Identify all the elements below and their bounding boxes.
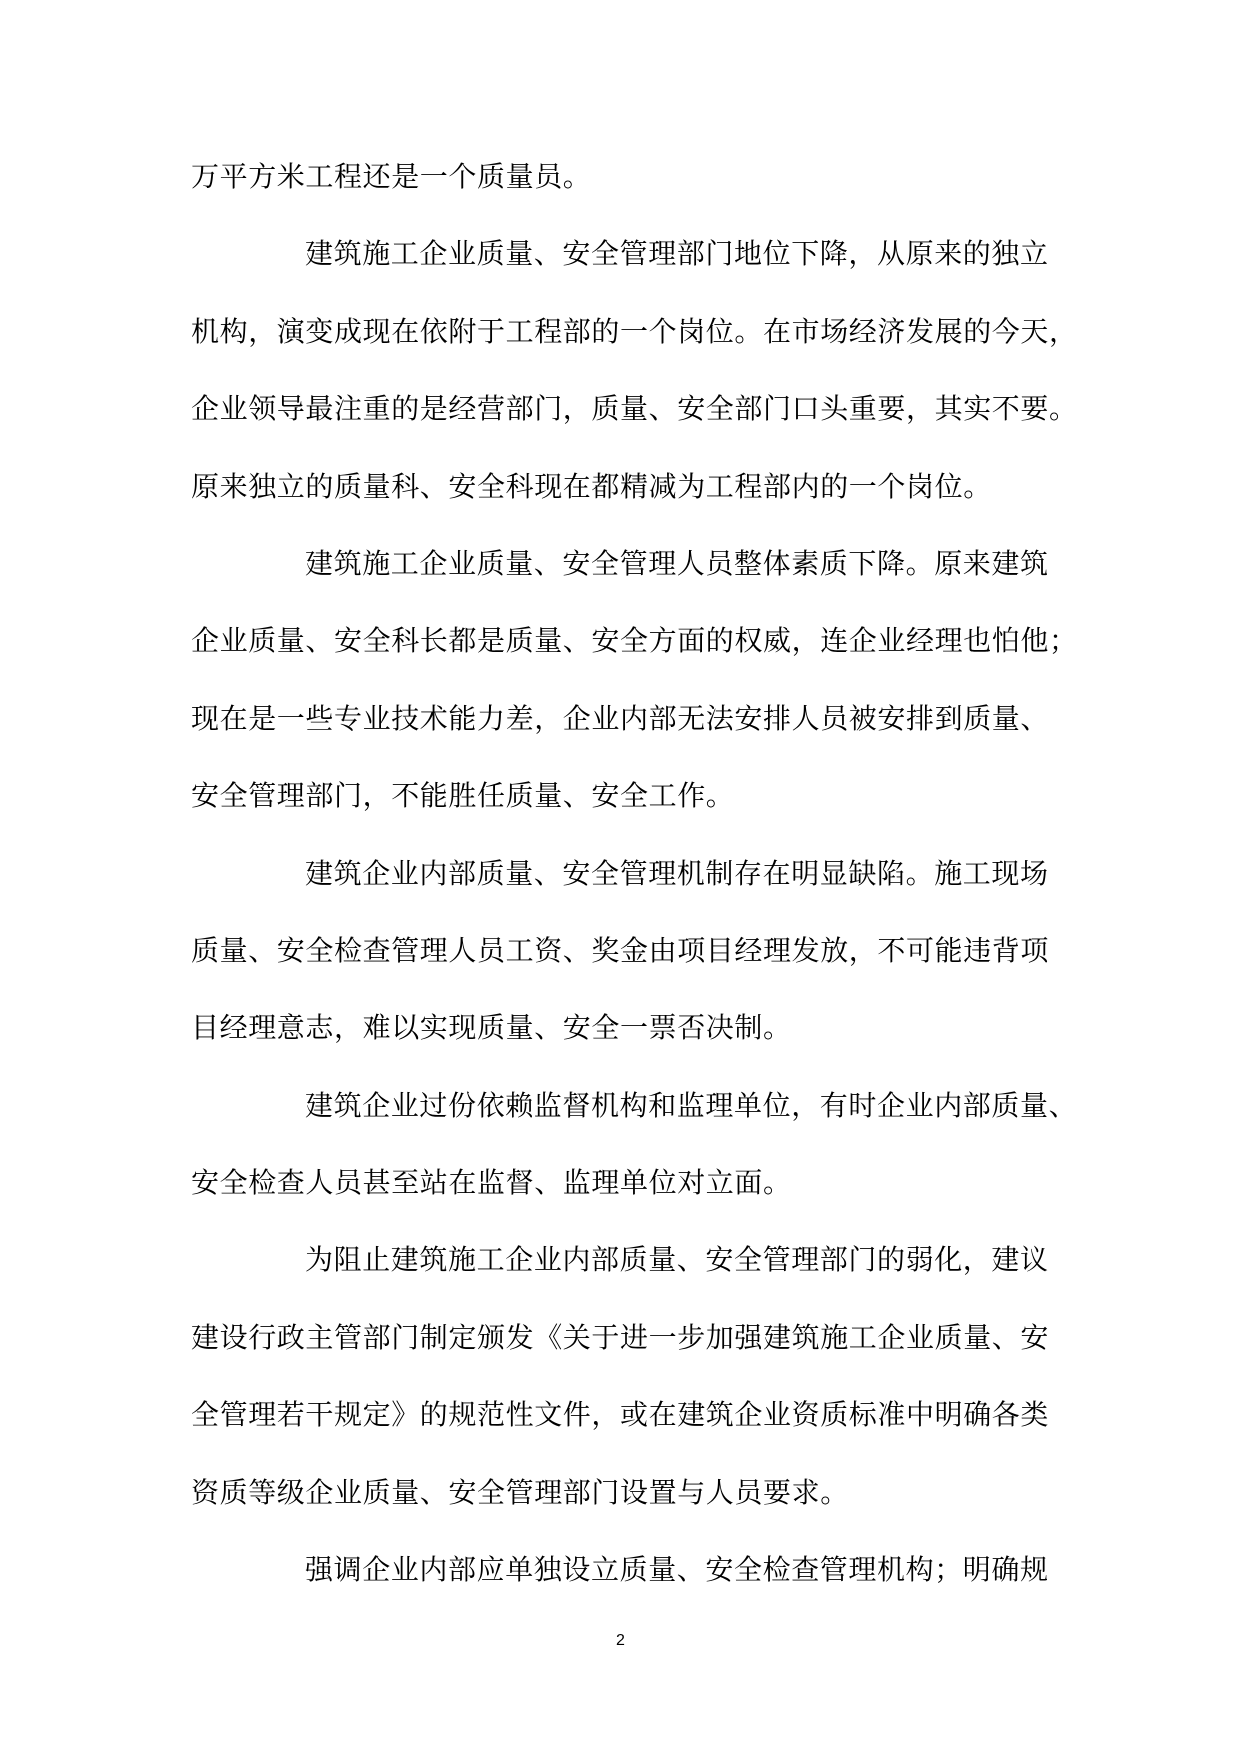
text-line: 建筑企业过份依赖监督机构和监理单位，有时企业内部质量、 (305, 1088, 1078, 1122)
text-line: 企业质量、安全科长都是质量、安全方面的权威，连企业经理也怕他； (191, 624, 1078, 658)
text-line: 安全检查人员甚至站在监督、监理单位对立面。 (191, 1166, 792, 1200)
text-line: 机构，演变成现在依附于工程部的一个岗位。在市场经济发展的今天， (191, 314, 1078, 348)
text-line: 质量、安全检查管理人员工资、奖金由项目经理发放，不可能违背项 (191, 933, 1050, 967)
text-line: 企业领导最注重的是经营部门，质量、安全部门口头重要，其实不要。 (191, 392, 1078, 426)
body-text (191, 138, 1078, 1608)
text-line: 目经理意志，难以实现质量、安全一票否决制。 (191, 1011, 792, 1045)
text-line: 资质等级企业质量、安全管理部门设置与人员要求。 (191, 1475, 849, 1509)
text-line: 为阻止建筑施工企业内部质量、安全管理部门的弱化，建议 (305, 1243, 1049, 1277)
text-line: 建筑施工企业质量、安全管理人员整体素质下降。原来建筑 (305, 546, 1049, 580)
text-line: 建设行政主管部门制定颁发《关于进一步加强建筑施工企业质量、安 (191, 1320, 1050, 1354)
text-line: 全管理若干规定》的规范性文件，或在建筑企业资质标准中明确各类 (191, 1398, 1050, 1432)
text-line: 安全管理部门，不能胜任质量、安全工作。 (191, 779, 735, 813)
text-line: 建筑施工企业质量、安全管理部门地位下降，从原来的独立 (305, 237, 1049, 271)
text-line: 原来独立的质量科、安全科现在都精减为工程部内的一个岗位。 (191, 469, 992, 503)
text-line: 万平方米工程还是一个质量员。 (191, 160, 592, 193)
text-line: 建筑企业内部质量、安全管理机制存在明显缺陷。施工现场 (305, 856, 1049, 890)
page-number: 2 (616, 1632, 625, 1649)
text-line: 强调企业内部应单独设立质量、安全检查管理机构；明确规 (305, 1553, 1049, 1587)
text-line: 现在是一些专业技术能力差，企业内部无法安排人员被安排到质量、 (191, 701, 1050, 735)
